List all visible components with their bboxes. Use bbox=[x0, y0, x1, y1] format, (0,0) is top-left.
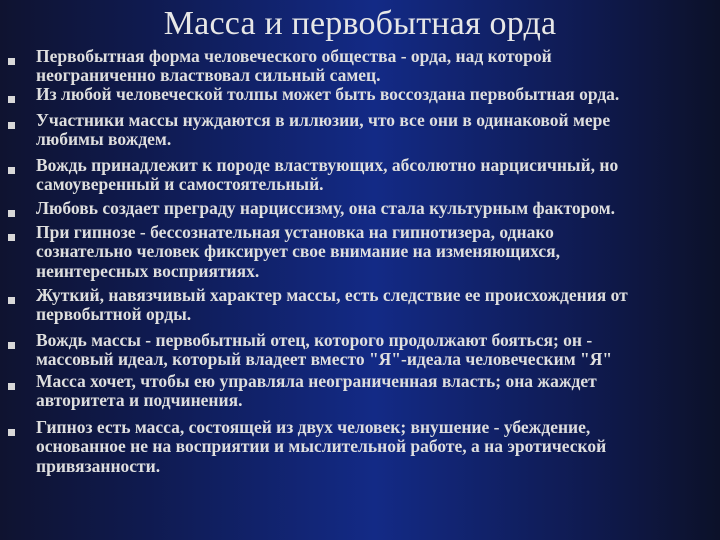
bullet-item-8 bbox=[0, 331, 720, 371]
square-bullet-icon bbox=[8, 210, 15, 217]
bullet-item-6 bbox=[0, 222, 720, 281]
bullet-text-1: Первобытная форма человеческого общества - орда, над которой неограниченно властвовал сильный самец. bbox=[36, 46, 552, 86]
bullet-text-5: Любовь создает преграду нарциссизму, она стала культурным фактором. bbox=[36, 198, 616, 218]
bullet-item-7 bbox=[0, 286, 720, 326]
bullet-item-1 bbox=[0, 47, 720, 87]
slide-title: Масса и первобытная орда bbox=[163, 5, 557, 42]
bullet-text-2: Из любой человеческой толпы может быть воссоздана первобытная орда. bbox=[36, 84, 620, 104]
bullet-text-9: Масса хочет, чтобы ею управляла неограниченная власть; она жаждет авторитета и подчинения. bbox=[36, 371, 597, 411]
bullet-item-3 bbox=[0, 111, 720, 151]
bullet-item-4 bbox=[0, 156, 720, 196]
square-bullet-icon bbox=[8, 297, 15, 304]
bullet-text-7: Жуткий, навязчивый характер массы, есть следствие ее происхождения от первобытной орды. bbox=[36, 285, 628, 325]
bullet-item-9 bbox=[0, 372, 720, 412]
square-bullet-icon bbox=[8, 429, 15, 436]
bullet-item-10 bbox=[0, 417, 720, 476]
square-bullet-icon bbox=[8, 58, 15, 65]
square-bullet-icon bbox=[8, 342, 15, 349]
square-bullet-icon bbox=[8, 167, 15, 174]
square-bullet-icon bbox=[8, 96, 15, 103]
bullet-text-3: Участники массы нуждаются в иллюзии, что все они в одинаковой мере любимы вождем. bbox=[36, 110, 611, 150]
square-bullet-icon bbox=[8, 383, 15, 390]
bullet-text-6: При гипнозе - бессознательная установка на гипнотизера, однако сознательно человек фиксирует свое внимание на изменяющихся, неинтересных восприятиях. bbox=[36, 222, 561, 281]
square-bullet-icon bbox=[8, 122, 15, 129]
square-bullet-icon bbox=[8, 234, 15, 241]
bullet-text-8: Вождь массы - первобытный отец, которого продолжают бояться; он - массовый идеал, который владеет вместо "Я"-идеала человеческим "Я" bbox=[36, 330, 613, 370]
bullet-text-10: Гипноз есть масса, состоящей из двух человек; внушение - убеждение, основанное не на восприятии и мыслительной работе, а на эротической привязанности. bbox=[36, 417, 607, 476]
bullet-text-4: Вождь принадлежит к породе властвующих, абсолютно нарцисичный, но самоуверенный и самостоятельный. bbox=[36, 155, 619, 195]
